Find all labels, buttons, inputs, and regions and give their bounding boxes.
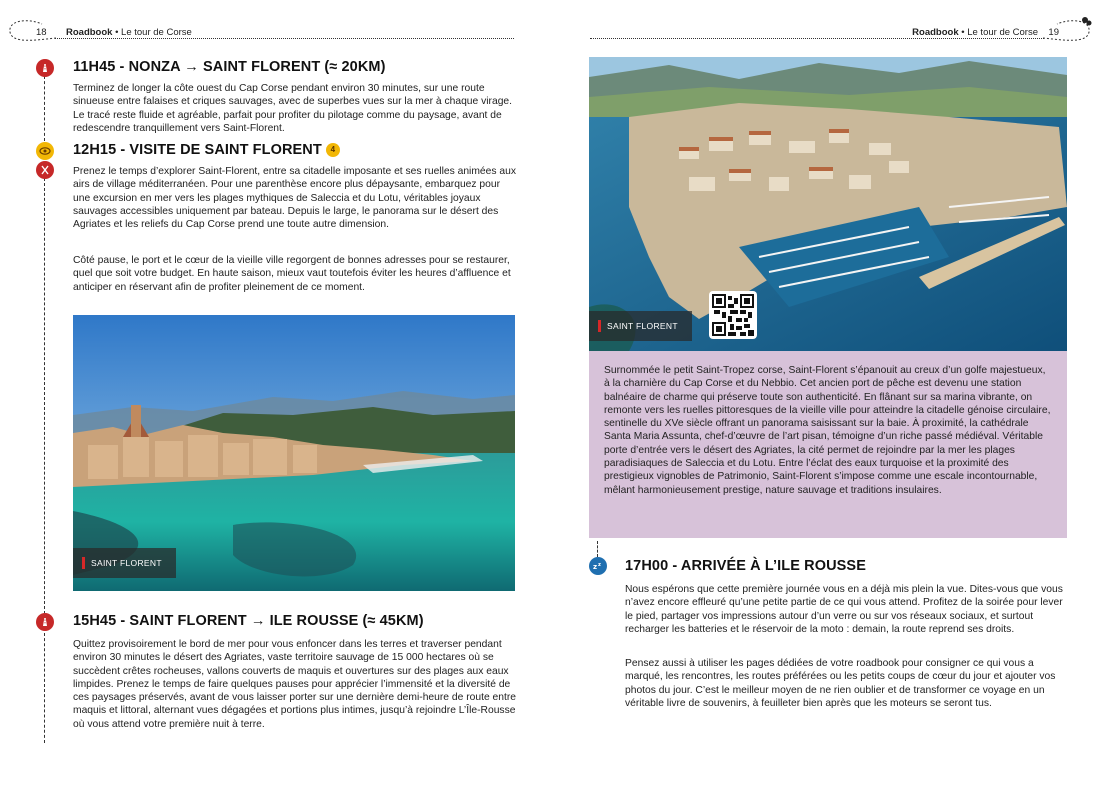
reference-badge: 4 xyxy=(326,143,340,157)
section-text-ile-rousse-route: Quittez provisoirement le bord de mer pour vous enfoncer dans les terres et traverser pendant environ 30 minutes le désert des Agriates, vaste territoire sauvage de 15 000 hectares où se succèdent crêtes rocheuses, vallons couverts de maquis et ouvertures sur des plages aux eaux limpides. Prenez le temps de faire quelques pauses pour apprécier l’immensité et la diversité de ces paysages préservés, avant de vous laisser porter sur une dernière demi-heure de route entre maquis et littoral, alternant vues dégagées et portions plus intimes, jusqu’à rejoindre L’Île-Rousse où vous attend votre première nuit à terre. xyxy=(73,639,517,730)
header-divider xyxy=(590,38,1044,39)
running-header: Roadbook • Le tour de Corse xyxy=(66,27,192,38)
section-title-nonza: 11H45 - NONZA → SAINT FLORENT (≈ 20KM) xyxy=(73,59,386,75)
road-marker-icon xyxy=(36,59,54,77)
photo-caption: SAINT FLORENT xyxy=(589,311,692,341)
header-decoration-icon xyxy=(1035,14,1093,50)
section-text-nonza: Terminez de longer la côte ouest du Cap Corse pendant environ 30 minutes, sur une route sinueuse entre falaises et criques sauvages, avec de superbes vues sur la mer à chaque virage. Le tracé reste fluide et agréable, parfait pour profiter du pilotage comme du paysage, avant de redescendre tranquillement vers Saint-Florent. xyxy=(73,83,513,134)
page-number: 19 xyxy=(1048,27,1059,38)
svg-text:z: z xyxy=(598,562,601,568)
road-marker-icon xyxy=(36,613,54,631)
saint-florent-info-box: Surnommée le petit Saint-Tropez corse, Saint-Florent s’épanouit au creux d’un golfe majestueux, à la charnière du Cap Corse et du Nebbio. Cet ancien port de pêche est devenu une station balnéaire de charme qui préserve toute son authenticité. En flânant sur sa marina vibrante, on remonte vers les ruelles pittoresques de la vieille ville pour atteindre la citadelle génoise circulaire, sentinelle du XVe siècle offrant un panorama saisissant sur la baie. À proximité, la cathédrale Santa Maria Assunta, chef-d’œuvre de l’art pisan, témoigne d’un riche passé médiéval. Véritable porte d’entrée vers le désert des Agriates, la cité permet de rejoindre par la mer les plages paradisiaques de Saleccia et du Lotu. Entre l’éclat des eaux turquoise et la proximité des prestigieux vignobles de Patrimonio, Saint-Florent s’impose comme une escale incontournable, mêlant harmonieusement prestige, nature sauvage et traditions insulaires. xyxy=(589,351,1067,538)
saint-florent-aerial-photo xyxy=(589,57,1067,351)
timeline-line xyxy=(597,541,598,557)
section-title-visit: 12H15 - VISITE DE SAINT FLORENT 4 xyxy=(73,142,340,158)
section-title-ile-rousse-route: 15H45 - SAINT FLORENT → ILE ROUSSE (≈ 45KM) xyxy=(73,613,424,629)
left-page xyxy=(0,0,549,785)
svg-text:z: z xyxy=(593,563,598,571)
page-number: 18 xyxy=(36,27,47,38)
photo-caption: SAINT FLORENT xyxy=(73,548,176,578)
timeline-line xyxy=(44,76,45,141)
section-text-visit-1: Prenez le temps d’explorer Saint-Florent, entre sa citadelle imposante et ses ruelles animées aux airs de village méditerranéen. Pour une parenthèse encore plus dépaysante, embarquez pour une excursion en mer vers les plages mythiques de Saleccia et du Lotu, véritables joyaux sauvages accessibles uniquement par bateau. Depuis le large, le panorama sur le désert des Agriates et les reliefs du Cap Corse prend une toute autre dimension. xyxy=(73,166,516,231)
section-title-arrival: 17H00 - ARRIVÉE À L’ILE ROUSSE xyxy=(625,558,866,574)
timeline-line xyxy=(44,178,45,614)
section-text-arrival-2: Pensez aussi à utiliser les pages dédiées de votre roadbook pour consigner ce qui vous a marqué, les rencontres, les routes préférées ou les petits coups de cœur du jour et ajouter vos photos du jour. C’est le meilleur moyen de ne rien oublier et de transformer ce voyage en un véritable livre de souvenirs, à feuilleter bien après que les moteurs se seront tus. xyxy=(625,658,1056,709)
header-divider xyxy=(55,38,514,39)
right-page xyxy=(550,0,1099,785)
header-decoration-icon xyxy=(6,14,64,50)
running-header: Roadbook • Le tour de Corse xyxy=(912,27,1038,38)
timeline-line xyxy=(44,633,45,743)
section-text-arrival-1: Nous espérons que cette première journée vous en a déjà mis plein la vue. Dites-vous que vous n’avez encore effleuré qu’une petite partie de ce qui vous attend. Profitez de la soirée pour lever le pied, partager vos impressions autour d’un verre ou sur vos réseaux sociaux, et surtout recharger les batteries et le réservoir de la moto : demain, la route reprend ses droits. xyxy=(625,584,1063,635)
sleep-icon xyxy=(589,557,607,575)
section-text-visit-2: Côté pause, le port et le cœur de la vieille ville regorgent de bonnes adresses pour se restaurer, quel que soit votre budget. En haute saison, mieux vaut toutefois éviter les heures d’affluence et anticiper en réservant afin de profiter pleinement de ce moment. xyxy=(73,255,511,293)
eye-icon xyxy=(36,142,54,160)
cutlery-icon xyxy=(36,161,54,179)
qr-code-icon[interactable] xyxy=(709,291,757,339)
